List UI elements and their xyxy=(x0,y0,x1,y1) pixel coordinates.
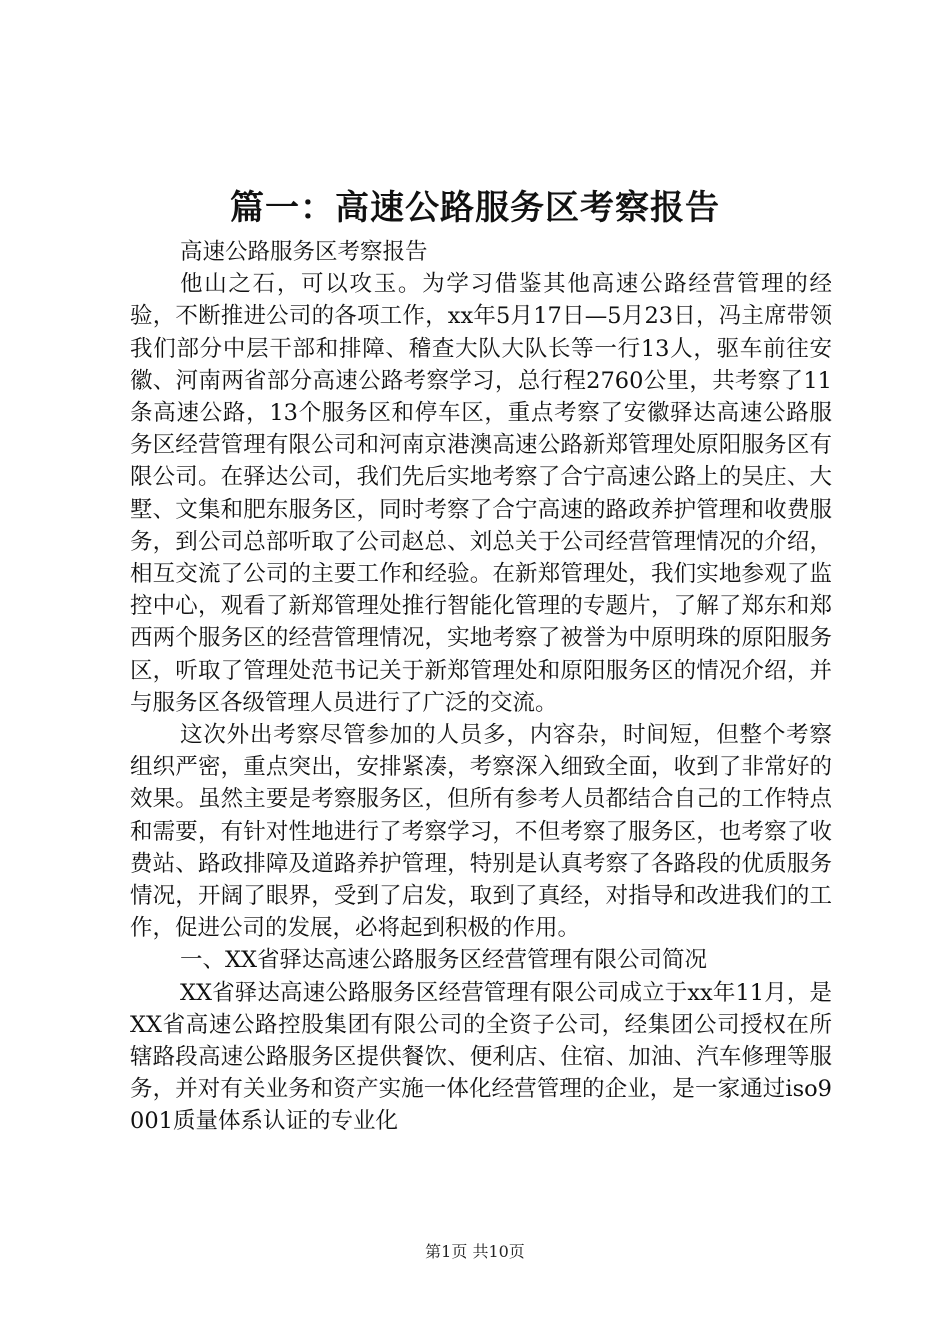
body-paragraph: 高速公路服务区考察报告 xyxy=(180,239,428,265)
body-paragraph: 他山之石，可以攻玉。为学习借鉴其他高速公路经营管理的经验，不断推进公司的各项工作，xx年5月17日—5月23日，冯主席带领我们部分中层干部和排障、稽查大队大队长等一行13人，驱车前往安徽、河南两省部分高速公路考察学习，总行程2760公里，共考察了11条高速公路，13个服务区和停车区，重点考察了安徽驿达高速公路服务区经营管理有限公司和河南京港澳高速公路新郑管理处原阳服务区有限公司。在驿达公司，我们先后实地考察了合宁高速公路上的吴庄、大墅、文集和肥东服务区，同时考察了合宁高速的路政养护管理和收费服务，到公司总部听取了公司赵总、刘总关于公司经营管理情况的介绍，相互交流了公司的主要工作和经验。在新郑管理处，我们实地参观了监控中心，观看了新郑管理处推行智能化管理的专题片，了解了郑东和郑西两个服务区的经营管理情况，实地考察了被誉为中原明珠的原阳服务区，听取了管理处范书记关于新郑管理处和原阳服务区的情况介绍，并与服务区各级管理人员进行了广泛的交流。 xyxy=(130,271,832,716)
page-footer: 第1页 共10页 xyxy=(425,1242,525,1261)
body-paragraph: 这次外出考察尽管参加的人员多，内容杂，时间短，但整个考察组织严密，重点突出，安排紧凑，考察深入细致全面，收到了非常好的效果。虽然主要是考察服务区，但所有参考人员都结合自己的工作特点和需要，有针对性地进行了考察学习，不但考察了服务区，也考察了收费站、路政排障及道路养护管理，特别是认真考察了各路段的优质服务情况，开阔了眼界，受到了启发，取到了真经，对指导和改进我们的工作，促进公司的发展，必将起到积极的作用。 xyxy=(130,722,832,942)
body-paragraph: XX省驿达高速公路服务区经营管理有限公司成立于xx年11月，是XX省高速公路控股集团有限公司的全资子公司，经集团公司授权在所辖路段高速公路服务区提供餐饮、便利店、住宿、加油、汽车修理等服务，并对有关业务和资产实施一体化经营管理的企业，是一家通过iso9001质量体系认证的专业化 xyxy=(130,979,832,1135)
document-body xyxy=(130,236,832,1138)
document-title: 篇一：高速公路服务区考察报告 xyxy=(230,188,720,228)
section-heading: 一、XX省驿达高速公路服务区经营管理有限公司简况 xyxy=(180,947,708,974)
